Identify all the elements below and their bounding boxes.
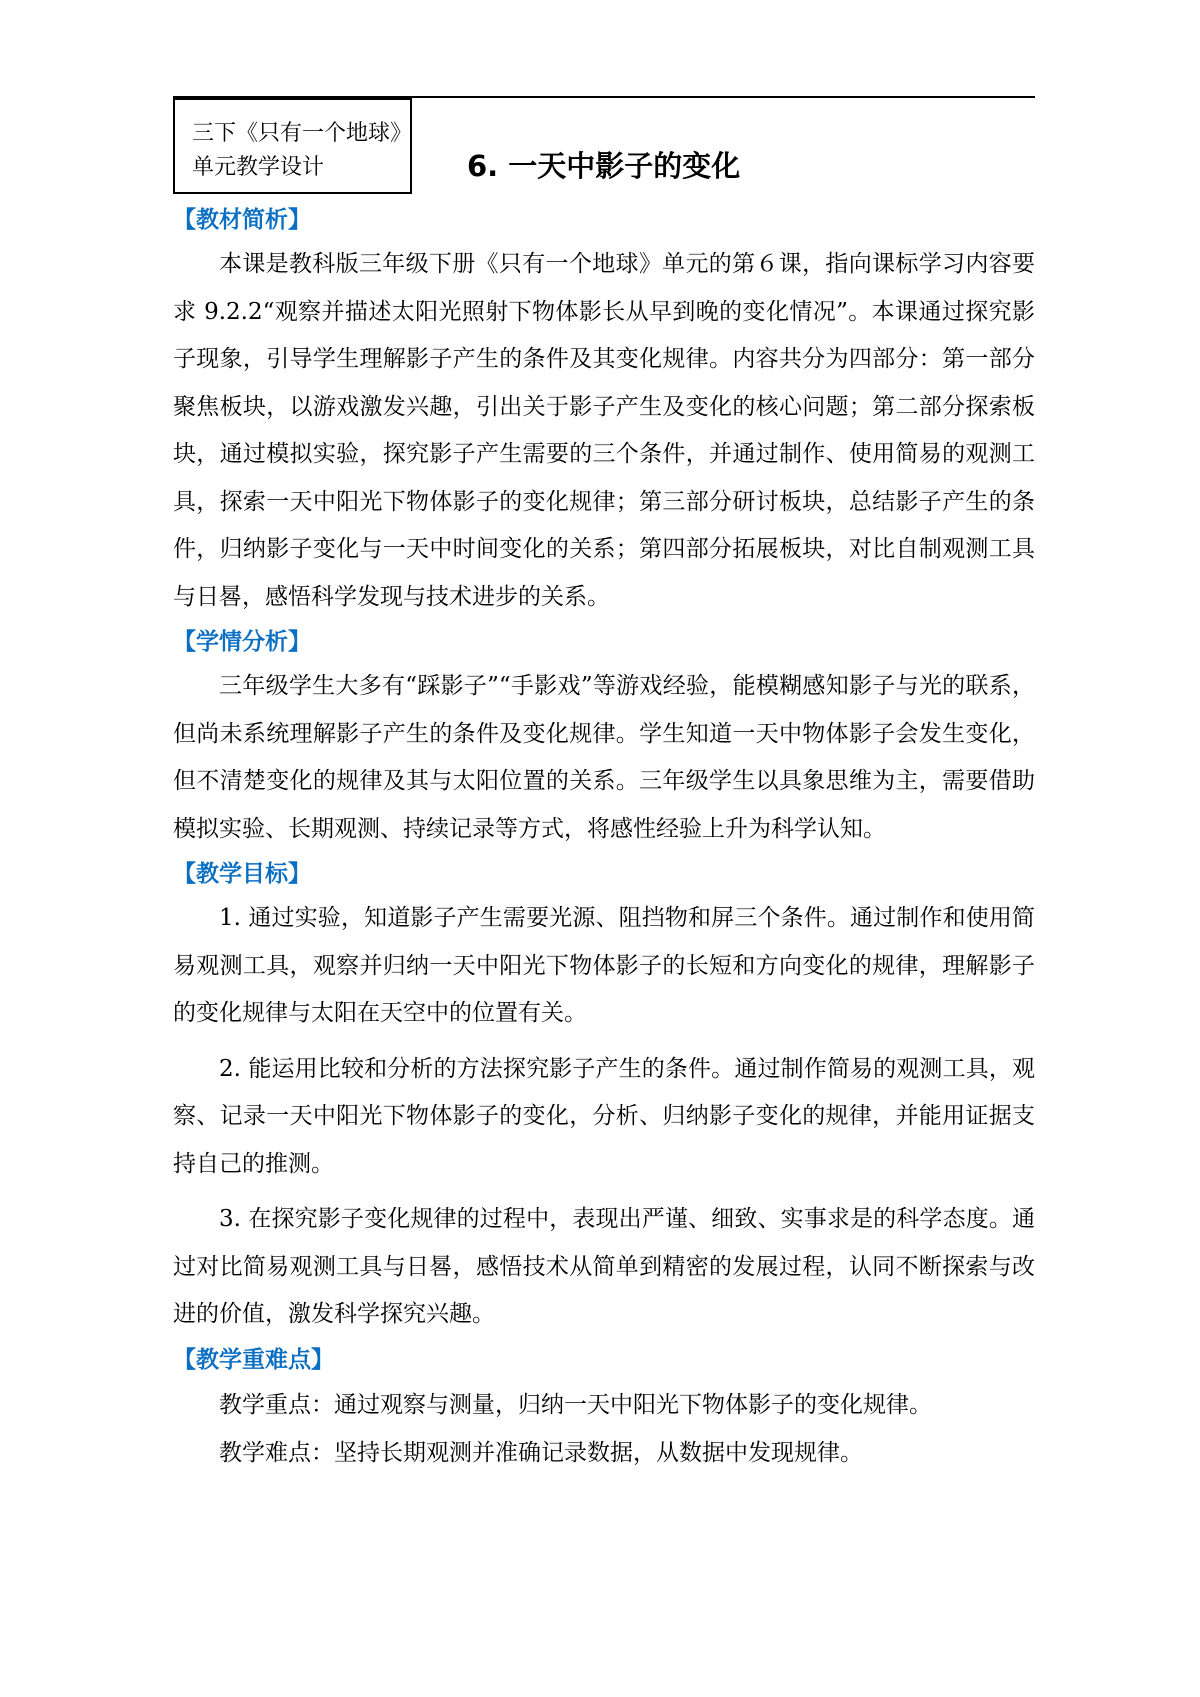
- key-difficult-points-section: [173, 1339, 1035, 1477]
- textbook-analysis-paragraph: 本课是教科版三年级下册《只有一个地球》单元的第６课，指向课标学习内容要求 9.2.2“观察并描述太阳光照射下物体影长从早到晚的变化情况”。本课通过探究影子现象，引导学生理解影子产生的条件及其变化规律。内容共分为四部分：第一部分聚焦板块，以游戏激发兴趣，引出关于影子产生及变化的核心问题；第二部分探索板块，通过模拟实验，探究影子产生需要的三个条件，并通过制作、使用简易的观测工具，探索一天中阳光下物体影子的变化规律；第三部分研讨板块，总结影子产生的条件，归纳影子变化与一天中时间变化的关系；第四部分拓展板块，对比自制观测工具与日晷，感悟科学发现与技术进步的关系。: [173, 251, 1035, 610]
- key-point: 教学重点：通过观察与测量，归纳一天中阳光下物体影子的变化规律。: [219, 1391, 932, 1418]
- student-analysis-paragraph: 三年级学生大多有“踩影子”“手影戏”等游戏经验，能模糊感知影子与光的联系，但尚未系统理解影子产生的条件及变化规律。学生知道一天中物体影子会发生变化，但不清楚变化的规律及其与太阳位置的关系。三年级学生以具象思维为主，需要借助模拟实验、长期观测、持续记录等方式，将感性经验上升为科学认知。: [173, 673, 1035, 842]
- objective-item-3: 3. 在探究影子变化规律的过程中，表现出严谨、细致、实事求是的科学态度。通过对比简易观测工具与日晷，感悟技术从简单到精密的发展过程，认同不断探索与改进的价值，激发科学探究兴趣。: [173, 1206, 1035, 1327]
- key-difficult-points-heading: 【教学重难点】: [173, 1346, 334, 1373]
- unit-name: 三下《只有一个地球》: [192, 121, 413, 146]
- lesson-title: 6. 一天中影子的变化: [467, 149, 741, 183]
- difficult-point: 教学难点：坚持长期观测并准确记录数据，从数据中发现规律。: [219, 1439, 863, 1466]
- textbook-analysis-section: [173, 199, 1035, 621]
- student-analysis-section: [173, 621, 1035, 853]
- document-body: [173, 199, 1035, 1477]
- objective-item-2: 2. 能运用比较和分析的方法探究影子产生的条件。通过制作简易的观测工具，观察、记录一天中阳光下物体影子的变化，分析、归纳影子变化的规律，并能用证据支持自己的推测。: [173, 1055, 1035, 1177]
- objective-item-1: 1. 通过实验，知道影子产生需要光源、阻挡物和屏三个条件。通过制作和使用简易观测工具，观察并归纳一天中阳光下物体影子的长短和方向变化的规律，理解影子的变化规律与太阳在天空中的位置有关。: [173, 905, 1035, 1026]
- unit-design-label: 单元教学设计: [192, 155, 325, 180]
- student-analysis-heading: 【学情分析】: [173, 629, 311, 655]
- teaching-objectives-heading: 【教学目标】: [173, 861, 311, 887]
- textbook-analysis-heading: 【教材简析】: [173, 207, 311, 233]
- teaching-objectives-section: [173, 853, 1035, 1339]
- unit-label-box: [173, 98, 412, 194]
